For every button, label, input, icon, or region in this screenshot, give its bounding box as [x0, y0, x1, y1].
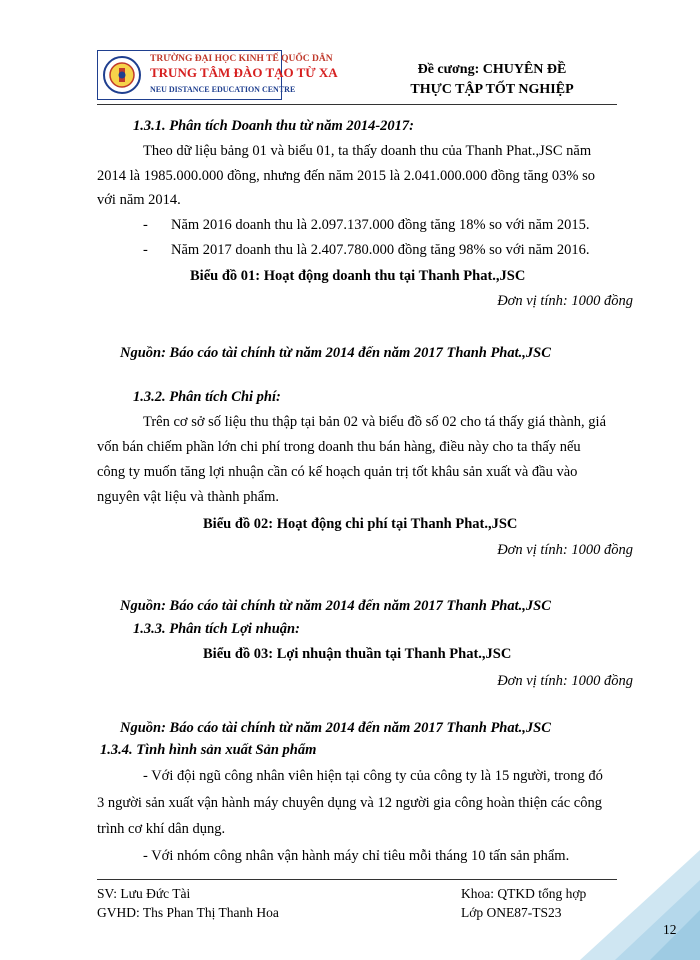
chart-03-unit: Đơn vị tính: 1000 đồng	[497, 673, 633, 689]
logo-university-name: TRƯỜNG ĐẠI HỌC KINH TẾ QUỐC DÂN	[150, 54, 333, 64]
section-133-heading: 1.3.3. Phân tích Lợi nhuận:	[133, 621, 300, 637]
section-134-para-line: - Với nhóm công nhân vận hành máy chỉ tiêu mỗi tháng 10 tấn sản phẩm.	[143, 848, 570, 864]
chart-01-title: Biểu đồ 01: Hoạt động doanh thu tại Thanh Phat.,JSC	[190, 268, 526, 284]
section-134-para-line: 3 người sản xuất vận hành máy chuyên dụng và 12 người gia công hoàn thiện các công	[97, 795, 602, 811]
section-131-heading: 1.3.1. Phân tích Doanh thu từ năm 2014-2017:	[133, 118, 415, 134]
chart-02-unit: Đơn vị tính: 1000 đồng	[497, 542, 633, 558]
bullet-revenue-2016: Năm 2016 doanh thu là 2.097.137.000 đồng tăng 18% so với năm 2015.	[171, 217, 590, 233]
page-number: 12	[663, 922, 677, 937]
corner-decoration	[580, 850, 700, 960]
section-132-para-line: công ty muốn tăng lợi nhuận cần có kế hoạch quản trị tốt khâu sản xuất và đầu vào	[97, 464, 578, 480]
footer-class: Lớp ONE87-TS23	[461, 905, 562, 920]
footer-faculty: Khoa: QTKD tổng hợp	[461, 886, 587, 901]
header-title-line2: THỰC TẬP TỐT NGHIỆP	[410, 82, 574, 97]
bullet-dash: -	[143, 217, 148, 233]
university-seal-icon	[102, 55, 142, 95]
chart-01-unit: Đơn vị tính: 1000 đồng	[497, 293, 633, 309]
section-131-para-line: với năm 2014.	[97, 192, 181, 208]
footer-student: SV: Lưu Đức Tài	[97, 886, 191, 901]
header-divider	[97, 104, 617, 105]
section-131-para-line: 2014 là 1985.000.000 đồng, nhưng đến năm 2015 là 2.041.000.000 đồng tăng 03% so	[97, 168, 595, 184]
chart-02-title: Biểu đồ 02: Hoạt động chi phí tại Thanh Phat.,JSC	[203, 516, 518, 532]
section-132-para-line: Trên cơ sở số liệu thu thập tại bản 02 và biểu đồ số 02 cho tá thấy giá thành, giá	[143, 414, 607, 430]
logo-center-name: TRUNG TÂM ĐÀO TẠO TỪ XA	[150, 65, 338, 80]
bullet-dash: -	[143, 242, 148, 258]
section-134-heading: 1.3.4. Tình hình sản xuất Sản phẩm	[100, 742, 317, 758]
section-132-para-line: vốn bán chiếm phần lớn chi phí trong doanh thu bán hàng, điều này cho ta thấy nếu	[97, 439, 581, 455]
chart-01-source: Nguồn: Báo cáo tài chính từ năm 2014 đến năm 2017 Thanh Phat.,JSC	[120, 345, 551, 361]
section-132-heading: 1.3.2. Phân tích Chi phí:	[133, 389, 281, 405]
section-132-para-line: nguyên vật liệu và thành phẩm.	[97, 489, 280, 505]
logo-english-name: NEU DISTANCE EDUCATION CENTRE	[150, 85, 296, 94]
section-131-para-line: Theo dữ liệu bảng 01 và biểu 01, ta thấy doanh thu của Thanh Phat.,JSC năm	[143, 143, 592, 159]
section-134-para-line: trình cơ khí dân dụng.	[97, 821, 226, 837]
footer-advisor: GVHD: Ths Phan Thị Thanh Hoa	[97, 905, 279, 920]
chart-03-title: Biểu đồ 03: Lợi nhuận thuần tại Thanh Phat.,JSC	[203, 646, 512, 662]
chart-03-source: Nguồn: Báo cáo tài chính từ năm 2014 đến năm 2017 Thanh Phat.,JSC	[120, 720, 551, 736]
center-logo	[97, 50, 338, 100]
section-134-para-line: - Với đội ngũ công nhân viên hiện tại công ty của công ty là 15 người, trong đó	[143, 768, 603, 784]
header-title-line1: Đề cương: CHUYÊN ĐỀ	[417, 62, 567, 77]
chart-02-source: Nguồn: Báo cáo tài chính từ năm 2014 đến năm 2017 Thanh Phat.,JSC	[120, 598, 551, 614]
footer-divider	[97, 879, 617, 880]
bullet-revenue-2017: Năm 2017 doanh thu là 2.407.780.000 đồng tăng 98% so với năm 2016.	[171, 242, 590, 258]
